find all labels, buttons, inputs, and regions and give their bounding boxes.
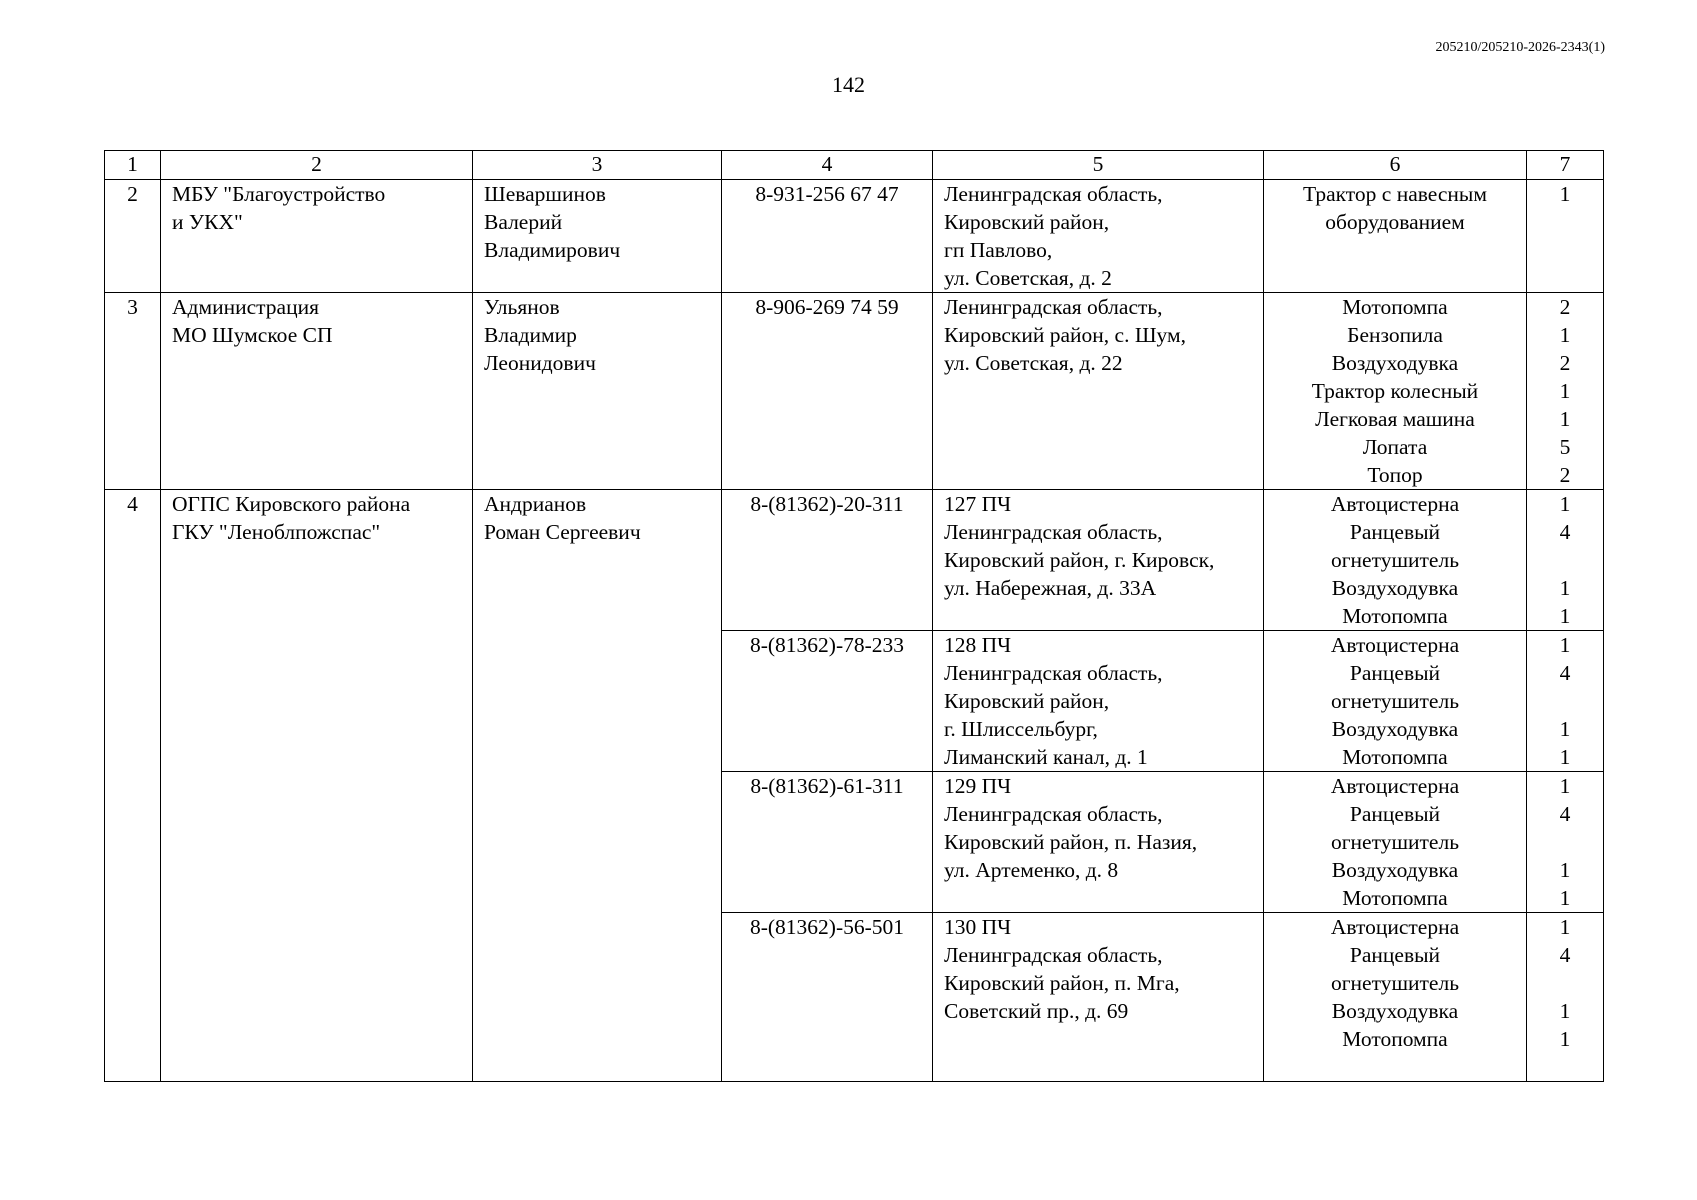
quantity-value: 1	[1559, 745, 1571, 769]
address-line: 130 ПЧ	[944, 915, 1012, 939]
equipment-line: Воздуходувка	[1331, 351, 1459, 375]
column-number: 2	[161, 151, 473, 180]
equipment-line: Легковая машина	[1315, 407, 1475, 431]
equipment-cell	[1264, 631, 1527, 772]
address-line: ул. Советская, д. 2	[944, 266, 1112, 290]
address-line: ул. Артеменко, д. 8	[944, 858, 1119, 882]
equipment-line: огнетушитель	[1330, 548, 1459, 572]
column-number: 7	[1527, 151, 1604, 180]
equipment-line: Трактор колесный	[1311, 379, 1479, 403]
quantity-value: 1	[1559, 633, 1571, 657]
quantity-value: 1	[1559, 576, 1571, 600]
phone-cell: 8-931-256 67 47	[722, 180, 933, 293]
address-cell	[933, 913, 1264, 1082]
equipment-line: Воздуходувка	[1331, 999, 1459, 1023]
column-number: 3	[473, 151, 722, 180]
organization-line: МО Шумское СП	[172, 323, 333, 347]
equipment-line: Мотопомпа	[1342, 1027, 1448, 1051]
address-line: Кировский район,	[944, 210, 1110, 234]
quantity-cell	[1527, 490, 1604, 631]
equipment-line: Автоцистерна	[1330, 774, 1460, 798]
address-line: Кировский район, г. Кировск,	[944, 548, 1215, 572]
address-line: 127 ПЧ	[944, 492, 1012, 516]
quantity-value: 1	[1559, 774, 1571, 798]
equipment-line: Ранцевый	[1349, 520, 1441, 544]
equipment-line: Ранцевый	[1349, 661, 1441, 685]
quantity-value: 1	[1559, 379, 1571, 403]
person-line: Роман Сергеевич	[484, 520, 641, 544]
equipment-cell	[1264, 293, 1527, 490]
quantity-value	[1527, 546, 1603, 574]
address-line: Лиманский канал, д. 1	[944, 745, 1148, 769]
organization-line: МБУ "Благоустройство	[172, 182, 386, 206]
column-number: 6	[1264, 151, 1527, 180]
equipment-line: Воздуходувка	[1331, 717, 1459, 741]
column-number: 5	[933, 151, 1264, 180]
quantity-value: 4	[1559, 520, 1571, 544]
organization-line: и УКХ"	[172, 210, 243, 234]
equipment-cell	[1264, 913, 1527, 1082]
address-line: 128 ПЧ	[944, 633, 1012, 657]
address-line: Советский пр., д. 69	[944, 999, 1129, 1023]
quantity-cell	[1527, 293, 1604, 490]
address-line: Ленинградская область,	[944, 802, 1163, 826]
organization-line: ОГПС Кировского района	[172, 492, 411, 516]
responsible-person-cell	[473, 293, 722, 490]
organization-line: Администрация	[172, 295, 319, 319]
address-line: Кировский район, п. Назия,	[944, 830, 1198, 854]
person-line: Шеваршинов	[484, 182, 606, 206]
organization-cell	[161, 490, 473, 1082]
equipment-line: Мотопомпа	[1342, 604, 1448, 628]
quantity-value	[1527, 687, 1603, 715]
equipment-cell	[1264, 490, 1527, 631]
equipment-line: Мотопомпа	[1342, 886, 1448, 910]
address-cell	[933, 490, 1264, 631]
address-line: Кировский район,	[944, 689, 1110, 713]
quantity-value: 4	[1559, 943, 1571, 967]
person-line: Валерий	[484, 210, 563, 234]
quantity-value	[1527, 969, 1603, 997]
responsible-person-cell	[473, 180, 722, 293]
quantity-value: 2	[1559, 463, 1571, 487]
equipment-line: огнетушитель	[1330, 971, 1459, 995]
address-cell	[933, 772, 1264, 913]
equipment-line: Автоцистерна	[1330, 492, 1460, 516]
column-number: 4	[722, 151, 933, 180]
quantity-value: 1	[1559, 717, 1571, 741]
equipment-line: Бензопила	[1347, 323, 1443, 347]
address-line: Ленинградская область,	[944, 943, 1163, 967]
row-number: 4	[105, 490, 161, 1082]
quantity-value: 1	[1559, 858, 1571, 882]
equipment-line: Ранцевый	[1349, 943, 1441, 967]
document-id: 205210/205210-2026-2343(1)	[1435, 40, 1605, 55]
phone-cell: 8-(81362)-78-233	[722, 631, 933, 772]
equipment-line: Лопата	[1362, 435, 1428, 459]
quantity-value: 1	[1559, 407, 1571, 431]
address-line: Кировский район, с. Шум,	[944, 323, 1186, 347]
equipment-line: Автоцистерна	[1330, 633, 1460, 657]
quantity-value: 4	[1559, 802, 1571, 826]
address-cell	[933, 180, 1264, 293]
quantity-value: 5	[1559, 435, 1571, 459]
phone-cell: 8-(81362)-20-311	[722, 490, 933, 631]
organization-line: ГКУ "Леноблпожспас"	[172, 520, 381, 544]
table-row	[105, 293, 1604, 490]
quantity-cell	[1527, 913, 1604, 1082]
address-line: г. Шлиссельбург,	[944, 717, 1098, 741]
table-row	[105, 180, 1604, 293]
row-number: 3	[105, 293, 161, 490]
equipment-line: оборудованием	[1325, 210, 1465, 234]
equipment-table	[104, 150, 1604, 1082]
organization-cell	[161, 293, 473, 490]
equipment-line: огнетушитель	[1330, 689, 1459, 713]
quantity-cell	[1527, 772, 1604, 913]
quantity-value: 2	[1559, 295, 1571, 319]
equipment-line: огнетушитель	[1330, 830, 1459, 854]
address-line: ул. Набережная, д. 33А	[944, 576, 1157, 600]
person-line: Леонидович	[484, 351, 596, 375]
person-line: Владимир	[484, 323, 577, 347]
address-line: Ленинградская область,	[944, 520, 1163, 544]
person-line: Владимирович	[484, 238, 621, 262]
quantity-value: 1	[1559, 999, 1571, 1023]
address-line: гп Павлово,	[944, 238, 1053, 262]
phone-cell: 8-(81362)-56-501	[722, 913, 933, 1082]
responsible-person-cell	[473, 490, 722, 1082]
address-cell	[933, 293, 1264, 490]
equipment-cell	[1264, 180, 1527, 293]
equipment-line: Воздуходувка	[1331, 858, 1459, 882]
quantity-value: 1	[1559, 323, 1571, 347]
address-line: Ленинградская область,	[944, 661, 1163, 685]
quantity-value: 1	[1559, 492, 1571, 516]
page-number: 142	[832, 72, 865, 97]
equipment-line: Мотопомпа	[1342, 295, 1448, 319]
phone-cell: 8-(81362)-61-311	[722, 772, 933, 913]
quantity-value: 1	[1559, 886, 1571, 910]
equipment-line: Автоцистерна	[1330, 915, 1460, 939]
equipment-line: Трактор с навесным	[1303, 182, 1487, 206]
address-line: Ленинградская область,	[944, 295, 1163, 319]
quantity-value: 1	[1559, 182, 1571, 206]
organization-cell	[161, 180, 473, 293]
quantity-value: 1	[1559, 1027, 1571, 1051]
address-cell	[933, 631, 1264, 772]
equipment-line: Топор	[1367, 463, 1423, 487]
equipment-line: Ранцевый	[1349, 802, 1441, 826]
quantity-value: 2	[1559, 351, 1571, 375]
equipment-line: Мотопомпа	[1342, 745, 1448, 769]
column-number: 1	[105, 151, 161, 180]
quantity-cell	[1527, 180, 1604, 293]
quantity-value: 1	[1559, 604, 1571, 628]
phone-cell: 8-906-269 74 59	[722, 293, 933, 490]
equipment-cell	[1264, 772, 1527, 913]
person-line: Ульянов	[484, 295, 560, 319]
address-line: Ленинградская область,	[944, 182, 1163, 206]
row-number: 2	[105, 180, 161, 293]
column-number-row	[105, 151, 1604, 180]
quantity-value: 1	[1559, 915, 1571, 939]
quantity-value: 4	[1559, 661, 1571, 685]
address-line: Кировский район, п. Мга,	[944, 971, 1180, 995]
address-line: ул. Советская, д. 22	[944, 351, 1123, 375]
table-row	[105, 490, 1604, 631]
person-line: Андрианов	[484, 492, 587, 516]
address-line: 129 ПЧ	[944, 774, 1012, 798]
quantity-cell	[1527, 631, 1604, 772]
quantity-value	[1527, 828, 1603, 856]
equipment-line: Воздуходувка	[1331, 576, 1459, 600]
